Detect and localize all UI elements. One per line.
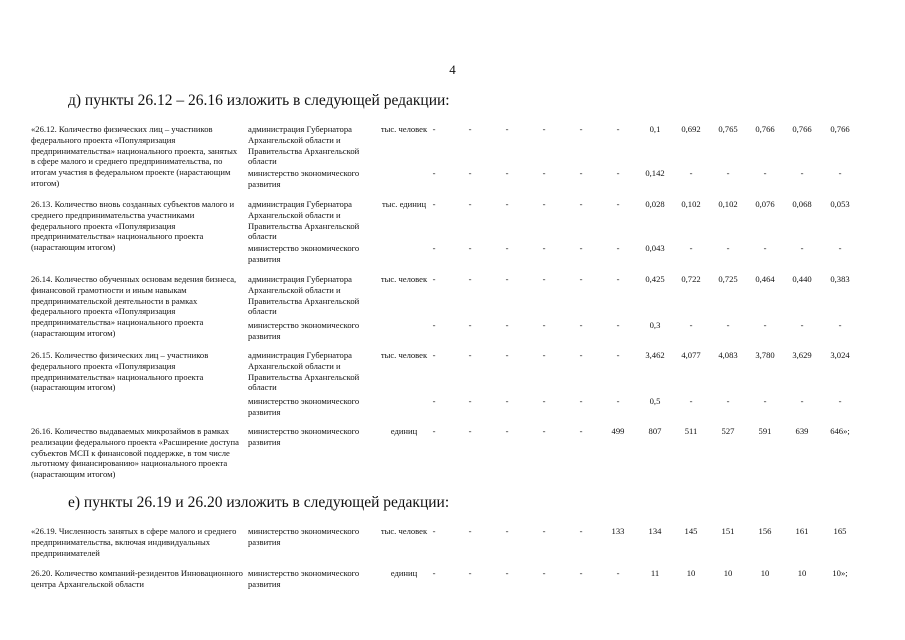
value-cell: 639: [795, 426, 809, 436]
indicator-name: 26.16. Количество выдаваемых микрозаймов в рамках реализации федерального проекта «Расширение доступа субъектов МСП к финансовой поддержке, в том числе льготному финансированию» национального проекта (нарастающим итогом): [31, 426, 239, 480]
executor-cell: министерство экономического развития: [248, 396, 360, 417]
executor-cell: министерство экономического развития: [248, 243, 360, 264]
unit-cell: тыс. человек: [380, 526, 428, 536]
value-cell: -: [800, 168, 804, 178]
value-cell: -: [616, 350, 620, 360]
value-cell: 0,5: [649, 396, 661, 406]
value-cell: -: [542, 124, 546, 134]
value-cell: -: [505, 274, 509, 284]
value-cell: -: [468, 396, 472, 406]
value-cell: -: [542, 526, 546, 536]
value-cell: -: [432, 350, 436, 360]
value-cell: -: [579, 274, 583, 284]
value-cell: 0,1: [649, 124, 661, 134]
value-cell: -: [616, 320, 620, 330]
unit-cell: тыс. человек: [380, 274, 428, 284]
value-cell: -: [432, 426, 436, 436]
executor-cell: администрация Губернатора Архангельской области и Правительства Архангельской области: [248, 350, 360, 393]
value-cell: -: [432, 168, 436, 178]
value-cell: 0,043: [645, 243, 665, 253]
executor-cell: администрация Губернатора Архангельской области и Правительства Архангельской области: [248, 124, 360, 167]
value-cell: -: [432, 274, 436, 284]
value-cell: -: [468, 320, 472, 330]
value-cell: 133: [611, 526, 625, 536]
section-heading-e: е) пункты 26.19 и 26.20 изложить в следующей редакции:: [68, 494, 450, 511]
value-cell: 0,142: [645, 168, 665, 178]
value-cell: -: [542, 168, 546, 178]
value-cell: 0,3: [649, 320, 661, 330]
value-cell: 10: [723, 568, 733, 578]
value-cell: 156: [758, 526, 772, 536]
value-cell: -: [542, 243, 546, 253]
value-cell: -: [838, 168, 842, 178]
value-cell: -: [468, 168, 472, 178]
value-cell: -: [432, 568, 436, 578]
value-cell: -: [505, 426, 509, 436]
value-cell: -: [726, 396, 730, 406]
value-cell: -: [579, 243, 583, 253]
value-cell: 511: [684, 426, 698, 436]
value-cell: -: [468, 568, 472, 578]
executor-cell: министерство экономического развития: [248, 168, 360, 189]
value-cell: -: [432, 396, 436, 406]
value-cell: -: [579, 199, 583, 209]
value-cell: 10»;: [832, 568, 848, 578]
value-cell: 0,464: [755, 274, 775, 284]
value-cell: -: [542, 568, 546, 578]
executor-cell: министерство экономического развития: [248, 568, 360, 589]
value-cell: -: [505, 168, 509, 178]
value-cell: 3,780: [755, 350, 775, 360]
value-cell: 591: [758, 426, 772, 436]
value-cell: -: [579, 426, 583, 436]
value-cell: -: [505, 124, 509, 134]
indicator-name: «26.19. Численность занятых в сфере малого и среднего предпринимательства, включая индивидуальных предпринимателей: [31, 526, 237, 558]
value-cell: -: [616, 124, 620, 134]
value-cell: -: [432, 526, 436, 536]
indicator-name: 26.20. Количество компаний-резидентов Инновационного центра Архангельской области: [31, 568, 243, 589]
executor-cell: администрация Губернатора Архангельской области и Правительства Архангельской области: [248, 199, 360, 242]
value-cell: -: [800, 396, 804, 406]
value-cell: -: [616, 168, 620, 178]
value-cell: -: [432, 320, 436, 330]
value-cell: -: [542, 350, 546, 360]
value-cell: -: [542, 274, 546, 284]
value-cell: 0,053: [830, 199, 850, 209]
value-cell: 10: [760, 568, 770, 578]
value-cell: -: [468, 426, 472, 436]
indicator-name: 26.13. Количество вновь созданных субъектов малого и среднего предпринимательства участниками федерального проекта «Популяризация предпринимательства» национального проекта (нарастающим итогом): [31, 199, 235, 253]
value-cell: 3,629: [792, 350, 812, 360]
value-cell: 0,766: [792, 124, 812, 134]
value-cell: 145: [684, 526, 698, 536]
value-cell: -: [505, 199, 509, 209]
value-cell: 807: [648, 426, 662, 436]
value-cell: -: [726, 320, 730, 330]
value-cell: 646»;: [830, 426, 850, 436]
executor-cell: министерство экономического развития: [248, 526, 360, 547]
value-cell: -: [838, 243, 842, 253]
value-cell: -: [432, 199, 436, 209]
unit-cell: тыс. человек: [380, 350, 428, 360]
value-cell: -: [689, 396, 693, 406]
value-cell: -: [800, 320, 804, 330]
value-cell: 499: [611, 426, 625, 436]
unit-cell: тыс. единиц: [381, 199, 427, 209]
value-cell: 3,462: [645, 350, 665, 360]
value-cell: 134: [648, 526, 662, 536]
value-cell: 0,076: [755, 199, 775, 209]
value-cell: 527: [721, 426, 735, 436]
unit-cell: единиц: [390, 568, 418, 578]
value-cell: 10: [797, 568, 807, 578]
value-cell: -: [542, 396, 546, 406]
value-cell: -: [726, 243, 730, 253]
value-cell: 3,024: [830, 350, 850, 360]
value-cell: -: [468, 526, 472, 536]
value-cell: -: [689, 168, 693, 178]
value-cell: -: [505, 350, 509, 360]
value-cell: -: [432, 243, 436, 253]
value-cell: -: [838, 320, 842, 330]
value-cell: -: [468, 199, 472, 209]
value-cell: 4,077: [681, 350, 701, 360]
executor-cell: администрация Губернатора Архангельской области и Правительства Архангельской области: [248, 274, 360, 317]
value-cell: 0,102: [681, 199, 701, 209]
value-cell: -: [579, 320, 583, 330]
value-cell: -: [800, 243, 804, 253]
indicator-name: 26.15. Количество физических лиц – участников федерального проекта «Популяризация предпринимательства» национального проекта (нарастающим итогом): [31, 350, 209, 393]
value-cell: -: [505, 568, 509, 578]
value-cell: 0,383: [830, 274, 850, 284]
value-cell: -: [505, 396, 509, 406]
value-cell: -: [616, 396, 620, 406]
indicator-name: 26.14. Количество обученных основам ведения бизнеса, финансовой грамотности и иным навыкам предпринимательской деятельности в рамках федерального проекта «Популяризация предпринимательства» национального проекта (нарастающим итогом): [31, 274, 237, 338]
value-cell: -: [838, 396, 842, 406]
value-cell: -: [616, 243, 620, 253]
value-cell: 11: [650, 568, 660, 578]
value-cell: -: [468, 243, 472, 253]
value-cell: -: [616, 199, 620, 209]
page-number: 4: [449, 62, 456, 77]
value-cell: -: [468, 274, 472, 284]
value-cell: -: [542, 320, 546, 330]
value-cell: 0,068: [792, 199, 812, 209]
value-cell: -: [616, 568, 620, 578]
value-cell: -: [468, 124, 472, 134]
value-cell: -: [542, 426, 546, 436]
value-cell: -: [579, 350, 583, 360]
value-cell: -: [579, 168, 583, 178]
value-cell: -: [505, 526, 509, 536]
value-cell: 4,083: [718, 350, 738, 360]
value-cell: -: [689, 243, 693, 253]
value-cell: -: [468, 350, 472, 360]
value-cell: -: [689, 320, 693, 330]
indicator-name: «26.12. Количество физических лиц – участников федерального проекта «Популяризация предпринимательства» национального проекта, занятых в сфере малого и среднего предпринимательства, по итогам участия в федеральном проекте (нарастающим итогом): [31, 124, 238, 188]
value-cell: 0,425: [645, 274, 665, 284]
value-cell: 165: [833, 526, 847, 536]
value-cell: 0,440: [792, 274, 812, 284]
value-cell: -: [579, 568, 583, 578]
value-cell: 10: [686, 568, 696, 578]
value-cell: -: [542, 199, 546, 209]
value-cell: 0,766: [830, 124, 850, 134]
value-cell: 0,102: [718, 199, 738, 209]
value-cell: -: [579, 124, 583, 134]
executor-cell: министерство экономического развития: [248, 320, 360, 341]
value-cell: 0,765: [718, 124, 738, 134]
section-heading-d: д) пункты 26.12 – 26.16 изложить в следующей редакции:: [68, 92, 450, 109]
value-cell: -: [505, 243, 509, 253]
executor-cell: министерство экономического развития: [248, 426, 360, 447]
unit-cell: единиц: [390, 426, 418, 436]
value-cell: -: [505, 320, 509, 330]
value-cell: -: [579, 526, 583, 536]
value-cell: -: [763, 243, 767, 253]
value-cell: 161: [795, 526, 809, 536]
value-cell: -: [616, 274, 620, 284]
value-cell: -: [763, 320, 767, 330]
unit-cell: тыс. человек: [380, 124, 428, 134]
value-cell: -: [432, 124, 436, 134]
value-cell: 0,722: [681, 274, 701, 284]
value-cell: 151: [721, 526, 735, 536]
value-cell: -: [763, 168, 767, 178]
value-cell: 0,692: [681, 124, 701, 134]
value-cell: 0,725: [718, 274, 738, 284]
value-cell: 0,028: [645, 199, 665, 209]
value-cell: -: [726, 168, 730, 178]
value-cell: -: [579, 396, 583, 406]
value-cell: 0,766: [755, 124, 775, 134]
value-cell: -: [763, 396, 767, 406]
